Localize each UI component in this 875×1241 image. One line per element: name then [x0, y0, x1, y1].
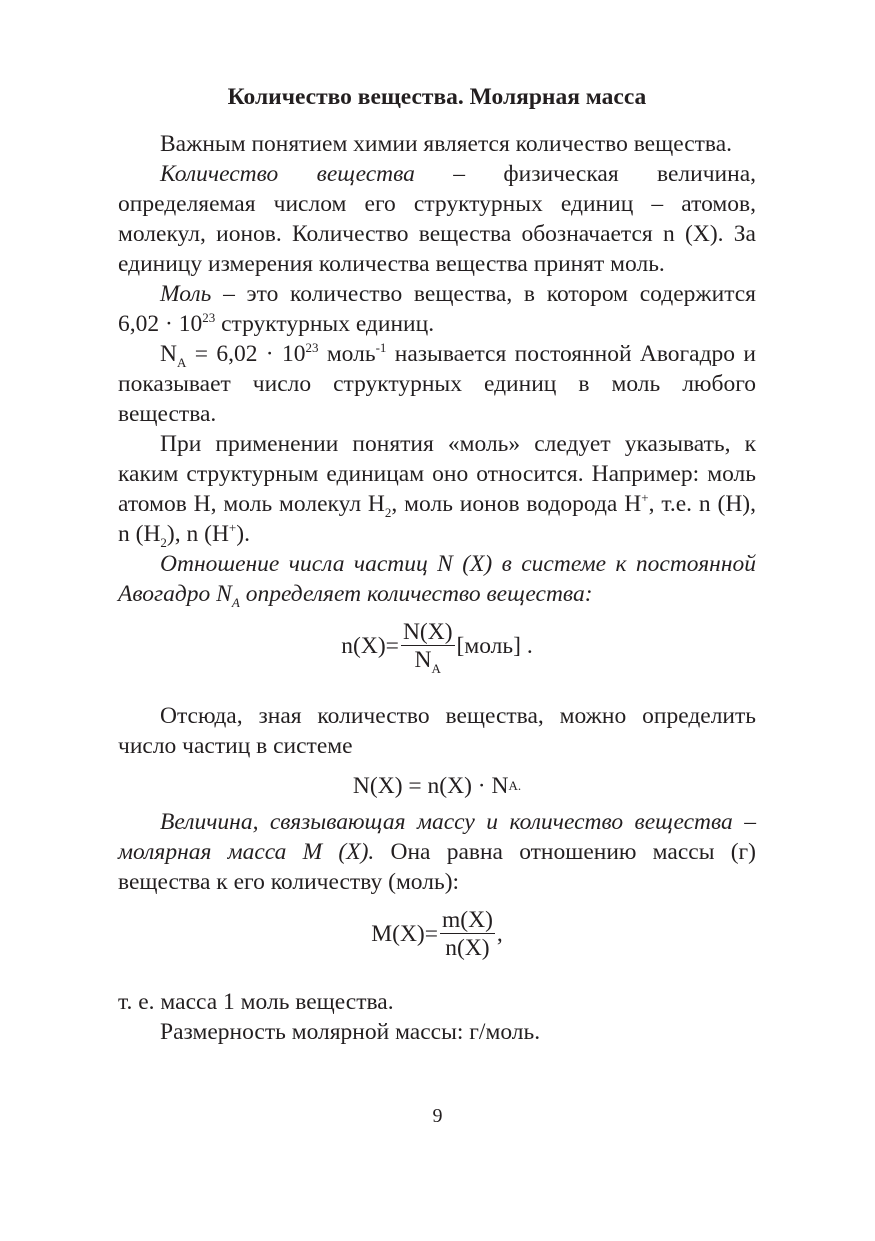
paragraph-intro: Важным понятием химии является количество вещества. [160, 131, 732, 157]
term-mole: Моль [160, 281, 212, 307]
paragraph-hence: Отсюда, зная количество вещества, можно определить число частиц в системе [118, 703, 756, 759]
paragraph-ratio: Отношение числа частиц N (X) в системе к постоянной Авогадро $N_A$ определяет количество вещества: [118, 551, 756, 610]
paragraph-dimension: Размерность молярной массы: г/моль. [160, 1019, 541, 1045]
page-body [118, 82, 756, 1047]
term-amount-of-substance: Количество вещества [160, 161, 415, 187]
paragraph-mole: Моль – это количество вещества, в котором содержится $6,02 \cdot 10^{23}$ структурных единиц. [118, 281, 756, 337]
formula-molar-mass: M(X)= $\frac{m(X)}{n(X)}$ , [371, 906, 503, 961]
formula-amount: n(X)= $\frac{N(X)}{N_A}$ [моль] . [341, 618, 533, 676]
formula-particles: N(X) = n(X) · N A. [352, 773, 522, 799]
paragraph-mass-one-mole: т. е. масса 1 моль вещества. [118, 989, 394, 1015]
page-title: Количество вещества. Молярная масса [227, 84, 647, 110]
paragraph-molar-mass: Величина, связывающая массу и количество вещества – молярная масса M (X). Она равна отношению массы (г) вещества к его количеству (моль): [118, 809, 756, 895]
paragraph-avogadro: $N_A = 6,02 \cdot 10^{23}$ моль$^{-1}$ называется постоянной Авогадро и показывает число структурных единиц в моль любого вещества. [118, 340, 756, 427]
term-molar-mass: Величина, связывающая массу и количество вещества – молярная масса M (X). [118, 809, 756, 865]
fraction-molar-mass: $\frac{m(X)}{n(X)}$ [442, 906, 493, 961]
paragraph-structural-units: При применении понятия «моль» следует указывать, к каким структурным единицам оно относится. Например: моль атомов H, моль молекул $H_2$, моль ионов водорода H+, т.е. n (H), n $(H_2)$, n (H+). [118, 431, 757, 550]
paragraph-definition: Количество вещества – физическая величина, определяемая числом его структурных единиц – атомов, молекул, ионов. Количество вещества обозначается n (X). За единицу измерения количества вещества принят моль. [118, 161, 757, 277]
fraction-amount: $\frac{N(X)}{N_A}$ [402, 618, 453, 676]
page-number: 9 [432, 1105, 443, 1127]
